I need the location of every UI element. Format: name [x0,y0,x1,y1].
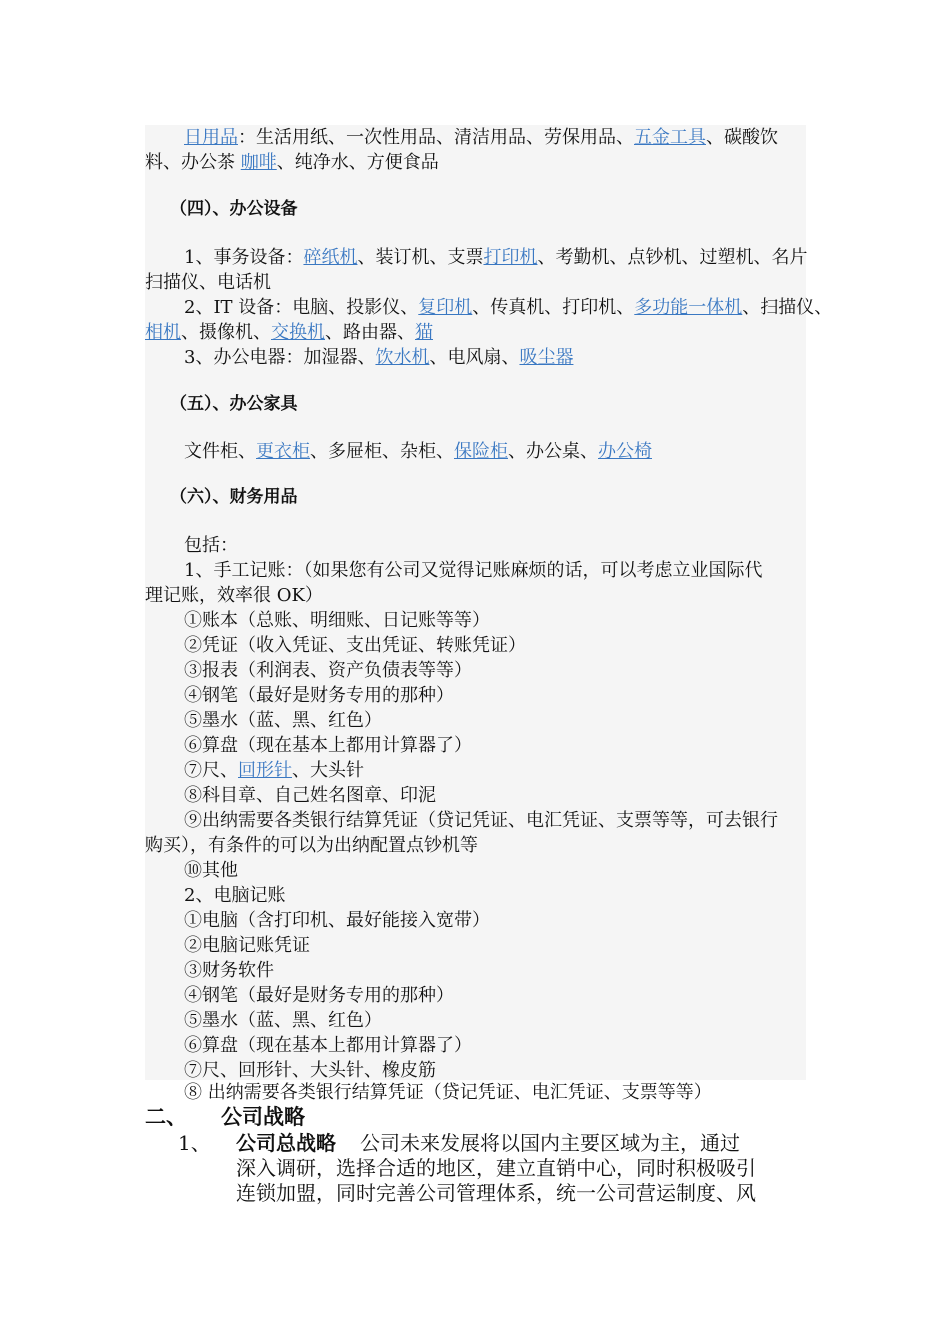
list-item: ⑤墨水（蓝、黑、红色） [184,710,382,731]
link-copier[interactable]: 复印机 [418,297,473,318]
link-vacuum[interactable]: 吸尘器 [519,347,574,368]
text: 3、办公电器：加湿器、 [184,347,376,368]
text: 、纯净水、方便食品 [276,152,439,173]
manual-accounting-line-2: 理记账，效率很 OK） [145,585,323,606]
equipment-line-5 [184,345,573,370]
text: 、电风扇、 [429,347,520,368]
link-shredder[interactable]: 碎纸机 [303,247,358,268]
text: 、摄像机、 [181,322,271,343]
text: 、装订机、支票 [357,247,484,268]
heading-office-furniture: （五）、办公家具 [170,394,298,414]
daily-goods-line-2 [145,150,439,175]
item-title: 公司总战略 [236,1131,336,1155]
list-item: ③财务软件 [184,960,274,981]
strategy-paragraph-line-1 [236,1131,740,1156]
text: 、路由器、 [325,322,415,343]
link-paper-clip[interactable]: 回形针 [238,760,292,781]
computer-accounting-label: 2、电脑记账 [184,885,286,906]
link-daily-goods[interactable]: 日用品 [184,127,238,148]
link-safe[interactable]: 保险柜 [454,441,508,462]
list-item: ④钢笔（最好是财务专用的那种） [184,985,454,1006]
text: 1、事务设备： [184,247,304,268]
item-number: 1、 [178,1131,211,1155]
list-item [184,758,364,783]
text: 、办公桌、 [508,441,598,462]
text: 文件柜、 [184,441,256,462]
equipment-line-1 [184,245,807,270]
section-number: 二、 [145,1105,187,1129]
list-item: ⑤墨水（蓝、黑、红色） [184,1010,382,1031]
list-item: ⑨出纳需要各类银行结算凭证（贷记凭证、电汇凭证、支票等等，可去银行 [184,810,778,831]
list-item: ②电脑记账凭证 [184,935,310,956]
list-item: ③报表（利润表、资产负债表等等） [184,660,472,681]
equipment-line-4 [145,320,433,345]
furniture-line [184,439,652,464]
list-item: ①账本（总账、明细账、日记账等等） [184,610,490,631]
strategy-paragraph-line-3: 连锁加盟，同时完善公司管理体系，统一公司营运制度、风 [236,1181,756,1205]
text: 公司未来发展将以国内主要区域为主，通过 [360,1131,740,1155]
list-item: ⑧ 出纳需要各类银行结算凭证（贷记凭证、电汇凭证、支票等等） [184,1082,712,1103]
text: 2、IT 设备：电脑、投影仪、 [184,297,419,318]
link-hardware-tools[interactable]: 五金工具 [634,127,706,148]
strategy-paragraph-line-2: 深入调研，选择合适的地区，建立直销中心，同时积极吸引 [236,1156,756,1180]
text: 、碳酸饮 [706,127,778,148]
link-locker[interactable]: 更衣柜 [256,441,310,462]
link-water-dispenser[interactable]: 饮水机 [375,347,430,368]
heading-finance-supplies: （六）、财务用品 [170,487,298,507]
list-item: ⑥算盘（现在基本上都用计算器了） [184,1035,472,1056]
heading-office-equipment: （四）、办公设备 [170,199,298,219]
list-item-continued: 购买），有条件的可以为出纳配置点钞机等 [145,835,478,856]
text: 、扫描仪、 [742,297,833,318]
list-item: ⑧科目章、自己姓名图章、印泥 [184,785,436,806]
link-printer[interactable]: 打印机 [483,247,538,268]
list-item: ②凭证（收入凭证、支出凭证、转账凭证） [184,635,526,656]
manual-accounting-line-1: 1、手工记账：（如果您有公司又觉得记账麻烦的话，可以考虑立业国际代 [184,560,763,581]
list-item: ①电脑（含打印机、最好能接入宽带） [184,910,490,931]
list-item: ⑦尺、回形针、大头针、橡皮筋 [184,1060,436,1081]
text: 、大头针 [292,760,364,781]
equipment-line-2: 扫描仪、电话机 [145,272,271,293]
text: 料、办公茶 [145,152,241,173]
link-switch[interactable]: 交换机 [271,322,325,343]
equipment-line-3 [184,295,832,320]
link-modem[interactable]: 猫 [415,322,433,343]
include-label: 包括： [184,535,238,556]
text: 、考勤机、点钞机、过塑机、名片 [537,247,808,268]
section-title: 公司战略 [221,1105,305,1129]
text: 、多屉柜、杂柜、 [310,441,454,462]
link-office-chair[interactable]: 办公椅 [598,441,652,462]
list-item: ④钢笔（最好是财务专用的那种） [184,685,454,706]
text: ⑦尺、 [184,760,238,781]
daily-goods-line-1 [184,125,778,150]
link-coffee[interactable]: 咖啡 [240,152,277,173]
list-item: ⑩其他 [184,860,238,881]
list-item: ⑥算盘（现在基本上都用计算器了） [184,735,472,756]
section-heading-strategy [145,1104,305,1130]
link-multifunction[interactable]: 多功能一体机 [634,297,743,318]
text: 、传真机、打印机、 [472,297,635,318]
text: ：生活用纸、一次性用品、清洁用品、劳保用品、 [238,127,634,148]
link-camera[interactable]: 相机 [145,322,181,343]
